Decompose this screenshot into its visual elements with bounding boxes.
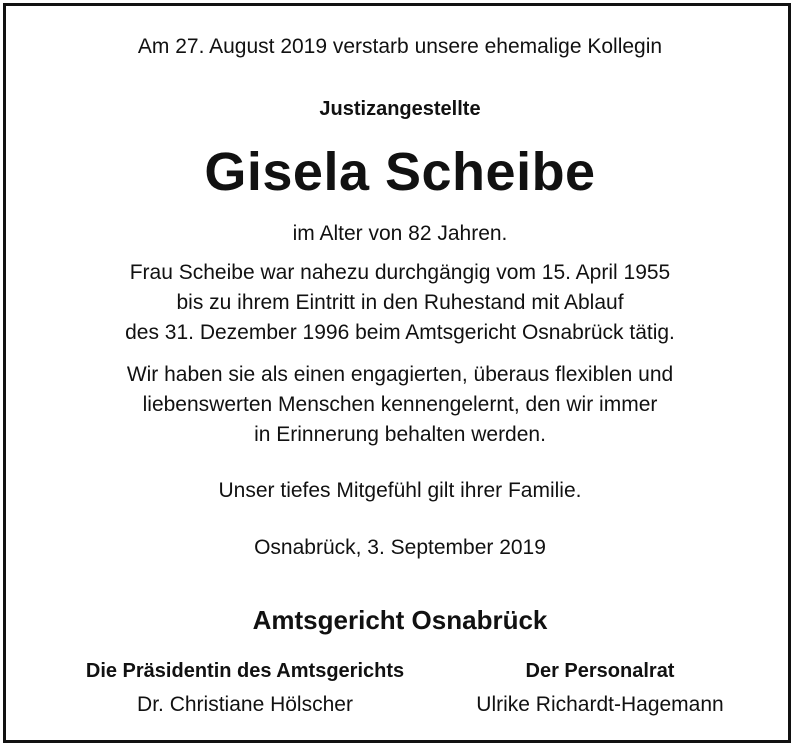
career-line-1: Frau Scheibe war nahezu durchgängig vom 15. April 1955 xyxy=(129,261,671,284)
tribute-line-2: liebenswerten Menschen kennengelernt, den wir immer xyxy=(142,393,658,416)
condolence-text: Unser tiefes Mitgefühl gilt ihrer Familie. xyxy=(218,479,582,502)
intro-text: Am 27. August 2019 verstarb unsere ehemalige Kollegin xyxy=(137,35,663,58)
age-text: im Alter von 82 Jahren. xyxy=(292,222,508,245)
signatory-name-president: Dr. Christiane Hölscher xyxy=(137,693,353,716)
signatory-title-president: Die Präsidentin des Amtsgerichts xyxy=(85,660,405,682)
court-name: Amtsgericht Osnabrück xyxy=(252,605,548,635)
tribute-line-3: in Erinnerung behalten werden. xyxy=(254,423,546,446)
signatory-name-staff-council: Ulrike Richardt-Hagemann xyxy=(476,693,724,716)
tribute-line-1: Wir haben sie als einen engagierten, überaus flexiblen und xyxy=(126,363,674,386)
role-title: Justizangestellte xyxy=(319,98,481,120)
place-date: Osnabrück, 3. September 2019 xyxy=(254,536,546,559)
signatory-title-staff-council: Der Personalrat xyxy=(525,660,675,682)
career-line-3: des 31. Dezember 1996 beim Amtsgericht Osnabrück tätig. xyxy=(125,321,675,344)
deceased-name: Gisela Scheibe xyxy=(204,142,596,202)
career-line-2: bis zu ihrem Eintritt in den Ruhestand mit Ablauf xyxy=(176,291,624,314)
